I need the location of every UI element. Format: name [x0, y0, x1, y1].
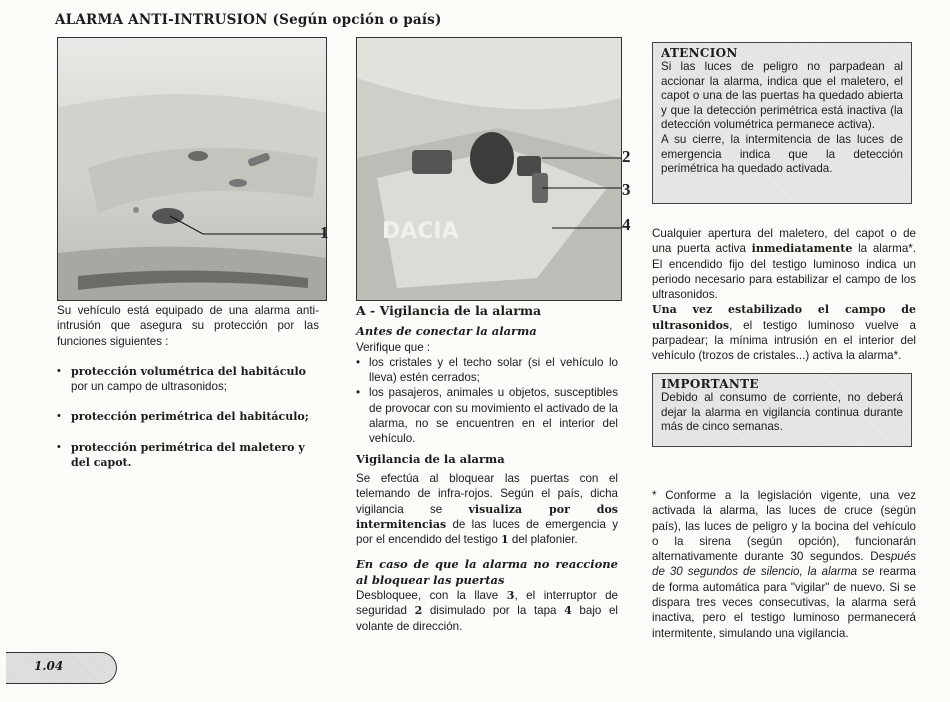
bullet-dot: •: [57, 410, 61, 422]
before-heading: Antes de conectar la alarma: [356, 324, 537, 339]
text-bold: Una vez estabilizado el campo de ultrasonidos: [652, 303, 916, 332]
section-a: [356, 303, 618, 634]
importante-text: Debido al consumo de corriente, no deberá dejar la alarma en vigilancia continua durante más de cinco semanas.: [661, 391, 903, 434]
verify-text: Verifique que :: [356, 340, 431, 354]
feature-1-bold: protección volumétrica del habitáculo: [71, 365, 307, 378]
list-item: • los pasajeros, animales u objetos, susceptibles de provocar con su movimiento el activado de la alarma, no se encuentren en el interior del vehículo.: [356, 385, 618, 446]
bullet-dot: •: [57, 441, 61, 453]
text-run: del plafonier.: [508, 533, 578, 547]
right-p1: [652, 226, 916, 302]
atencion-p2: A su cierre, la intermitencia de las luces de emergencia indica que la detección perimétrica ha quedado activada.: [661, 132, 903, 176]
importante-content: [653, 374, 911, 438]
feature-1-rest: por un campo de ultrasonidos;: [71, 380, 227, 393]
feature-3-bold: protección perimétrica del maletero y del capot.: [71, 441, 305, 469]
feature-2-bold: protección perimétrica del habitáculo;: [71, 410, 309, 423]
callout-3: 3: [622, 180, 631, 199]
text-bold: 3: [506, 589, 515, 603]
footnote: [652, 488, 916, 641]
text-run: Se efectúa al bloquear las puertas con el telemando de infra-rojos. Según el país, dicha vigilancia se: [356, 471, 618, 516]
feature-1: [57, 364, 319, 394]
vigilancia-heading: Vigilancia de la alarma: [356, 451, 505, 466]
text-run: de las luces de emergencia y por el encendido del testigo: [356, 517, 618, 547]
text-run: disimulado por la tapa: [422, 604, 565, 618]
text-run: Desbloquee, con la llave: [356, 589, 507, 603]
text-bold: 1: [501, 533, 509, 547]
title-sub: (Según opción o país): [272, 12, 442, 28]
text-run: rearma de forma automática para "vigilar" de nuevo. Si se dispara tres veces consecutivas, la alarma será inactiva, pero el testigo luminoso permanecerá intermitente, simulando una vigilancia.: [652, 565, 916, 640]
text-bold: visualiza por dos intermitencias: [356, 502, 618, 531]
text-bold: 4: [564, 604, 572, 618]
text-run: , el testigo luminoso vuelve a parpadear; la mínima intrusión en el interior del vehículo (trozos de cristales...) activa la alarma*.: [652, 318, 916, 363]
importante-title: IMPORTANTE: [661, 377, 759, 391]
text-run: la alarma*. El encendido fijo del testigo luminoso indica un periodo necesario para estabilizar el campo de los ultrasonidos.: [652, 242, 917, 302]
atencion-box: [652, 42, 912, 204]
atencion-content: [653, 43, 911, 180]
bullet-dot: •: [57, 365, 61, 377]
callout-1: 1: [320, 223, 329, 242]
list-item: • los cristales y el techo solar (si el vehículo lo lleva) estén cerrados;: [356, 355, 618, 386]
importante-box: [652, 373, 912, 447]
photo-safety-switch: [356, 37, 622, 301]
svg-text:DACIA: DACIA: [382, 219, 459, 244]
text-run: Cualquier apertura del maletero, del capot o de una puerta activa: [652, 227, 916, 256]
title-main: ALARMA ANTI-INTRUSION: [55, 12, 268, 28]
text-bold: 2: [414, 604, 423, 618]
callout-2: 2: [622, 147, 631, 166]
vigilancia-paragraph: [356, 471, 618, 547]
text-run: , el interruptor de seguridad: [356, 589, 618, 618]
page-number: 1.04: [34, 659, 64, 673]
feature-3: [57, 440, 319, 470]
right-paragraphs: [652, 226, 916, 364]
section-a-title: A - Vigilancia de la alarma: [356, 303, 542, 318]
atencion-title: ATENCION: [661, 46, 738, 60]
verify-list: [356, 355, 618, 447]
fail-heading: En caso de que la alarma no reaccione al bloquear las puertas: [356, 557, 618, 587]
page-number-tab: [6, 652, 117, 684]
intro-text: Su vehículo está equipado de una alarma anti-intrusión que asegura su protección por las funciones siguientes :: [57, 304, 319, 348]
photo-dome-light: [57, 37, 327, 301]
fail-paragraph: [356, 588, 618, 634]
switch-illustration: [357, 38, 621, 300]
atencion-p1: Si las luces de peligro no parpadean al accionar la alarma, indica que el maletero, el capot o una de las puertas ha quedado abierta y que la detección perimétrica está inactiva (la detección volumétrica permanece activa).: [661, 60, 903, 132]
page-title: [55, 12, 442, 28]
text-run: bajo el volante de dirección.: [356, 604, 618, 633]
dome-light-illustration: [58, 38, 326, 300]
text-italic: pués de 30 segundos de silencio, la alarma se: [652, 550, 916, 579]
right-p2: [652, 302, 916, 363]
callout-4: 4: [622, 215, 631, 234]
feature-2: [57, 409, 319, 424]
text-bold: inmediatamente: [751, 242, 853, 256]
text-run: * Conforme a la legislación vigente, una vez activada la alarma, las luces de cruce (según país), las luces de peligro y la bocina del vehículo o la sirena (según opción), funcionarán alternativamente durante 30 segundos. Des: [652, 489, 916, 564]
